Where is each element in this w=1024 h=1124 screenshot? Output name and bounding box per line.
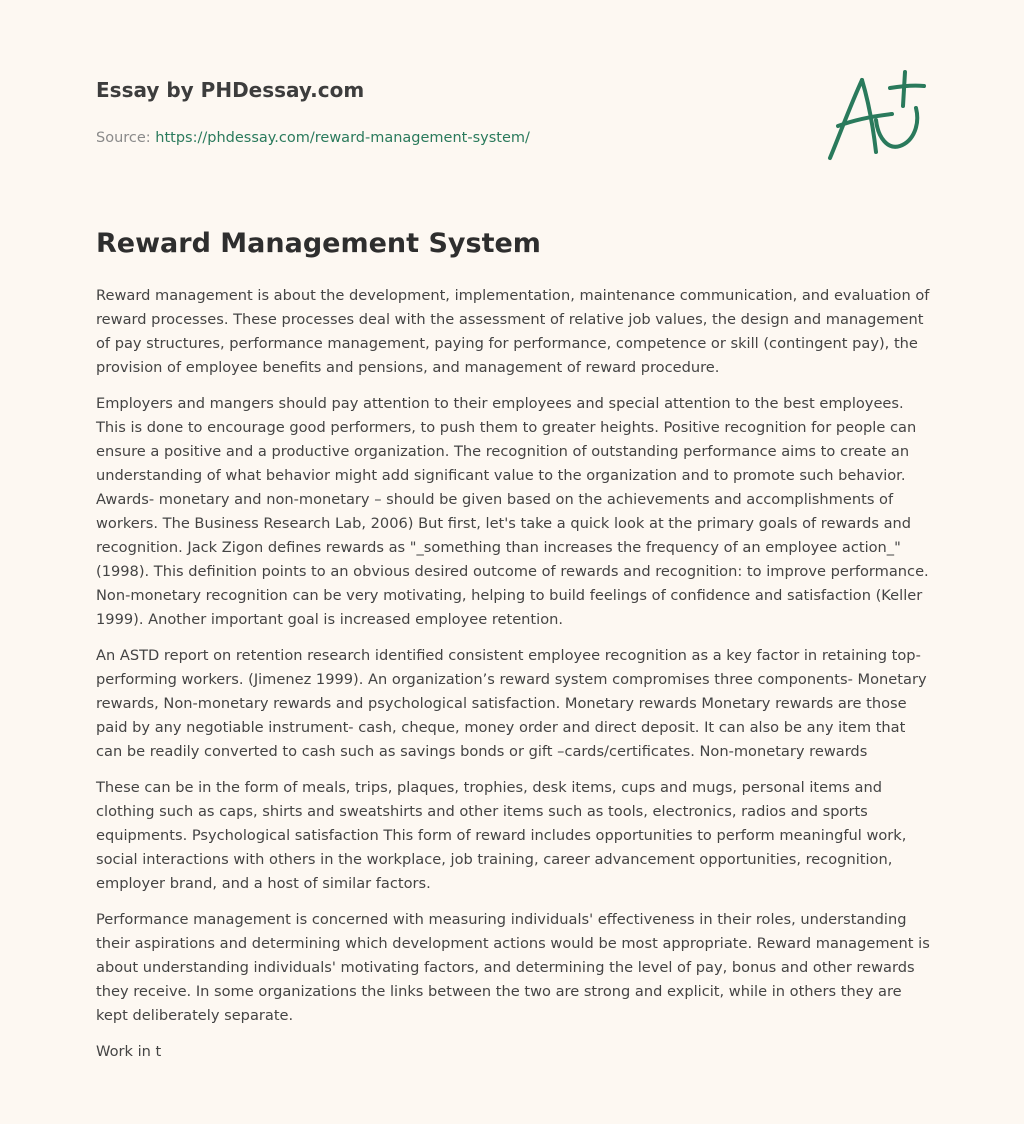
a-plus-logo-icon [818,66,930,166]
source-link[interactable]: https://phdessay.com/reward-management-system/ [155,130,530,146]
essay-header [96,74,716,148]
paragraph: Reward management is about the development, implementation, maintenance communication, and evaluation of reward processes. These processes deal with the assessment of relative job values, the design and management of pay structures, performance management, paying for performance, competence or skill (contingent pay), the provision of employee benefits and pensions, and management of reward procedure. [96,287,930,376]
brand-name: Essay by PHDessay.com [96,78,365,102]
paragraph: Employers and mangers should pay attention to their employees and special attention to the best employees. This is done to encourage good performers, to push them to greater heights. Positive recognition for people can ensure a positive and a productive organization. The recognition of outstanding performance aims to create an understanding of what behavior might add significant value to the organization and to promote such behavior. Awards- monetary and non-monetary – should be given based on the achievements and accomplishments of workers. The Business Research Lab, 2006) But first, let's take a quick look at the primary goals of rewards and recognition. Jack Zigon defines rewards as "_something than increases the frequency of an employee action_" (1998). This definition points to an obvious desired outcome of rewards and recognition: to improve performance. Non-monetary recognition can be very motivating, helping to build feelings of confidence and satisfaction (Keller 1999). Another important goal is increased employee retention. [96,395,929,628]
source-label: Source: [96,130,151,146]
essay-title: Reward Management System [96,228,541,259]
paragraph: An ASTD report on retention research identified consistent employee recognition as a key factor in retaining top-performing workers. (Jimenez 1999). An organization’s reward system compromises three components- Monetary rewards, Non-monetary rewards and psychological satisfaction. Monetary rewards Monetary rewards are those paid by any negotiable instrument- cash, cheque, money order and direct deposit. It can also be any item that can be readily converted to cash such as savings bonds or gift –cards/certificates. Non-monetary rewards [96,647,927,760]
paragraph: Performance management is concerned with measuring individuals' effectiveness in their roles, understanding their aspirations and determining which development actions would be most appropriate. Reward management is about understanding individuals' motivating factors, and determining the level of pay, bonus and other rewards they receive. In some organizations the links between the two are strong and explicit, while in others they are kept deliberately separate. [96,911,930,1024]
paragraph: These can be in the form of meals, trips, plaques, trophies, desk items, cups and mugs, personal items and clothing such as caps, shirts and sweatshirts and other items such as tools, electronics, radios and sports equipments. Psychological satisfaction This form of reward includes opportunities to perform meaningful work, social interactions with others in the workplace, job training, career advancement opportunities, recognition, employer brand, and a host of similar factors. [96,779,907,892]
essay-body [96,284,930,1076]
paragraph-truncated: Work in t [96,1043,162,1060]
source-line [96,128,716,148]
